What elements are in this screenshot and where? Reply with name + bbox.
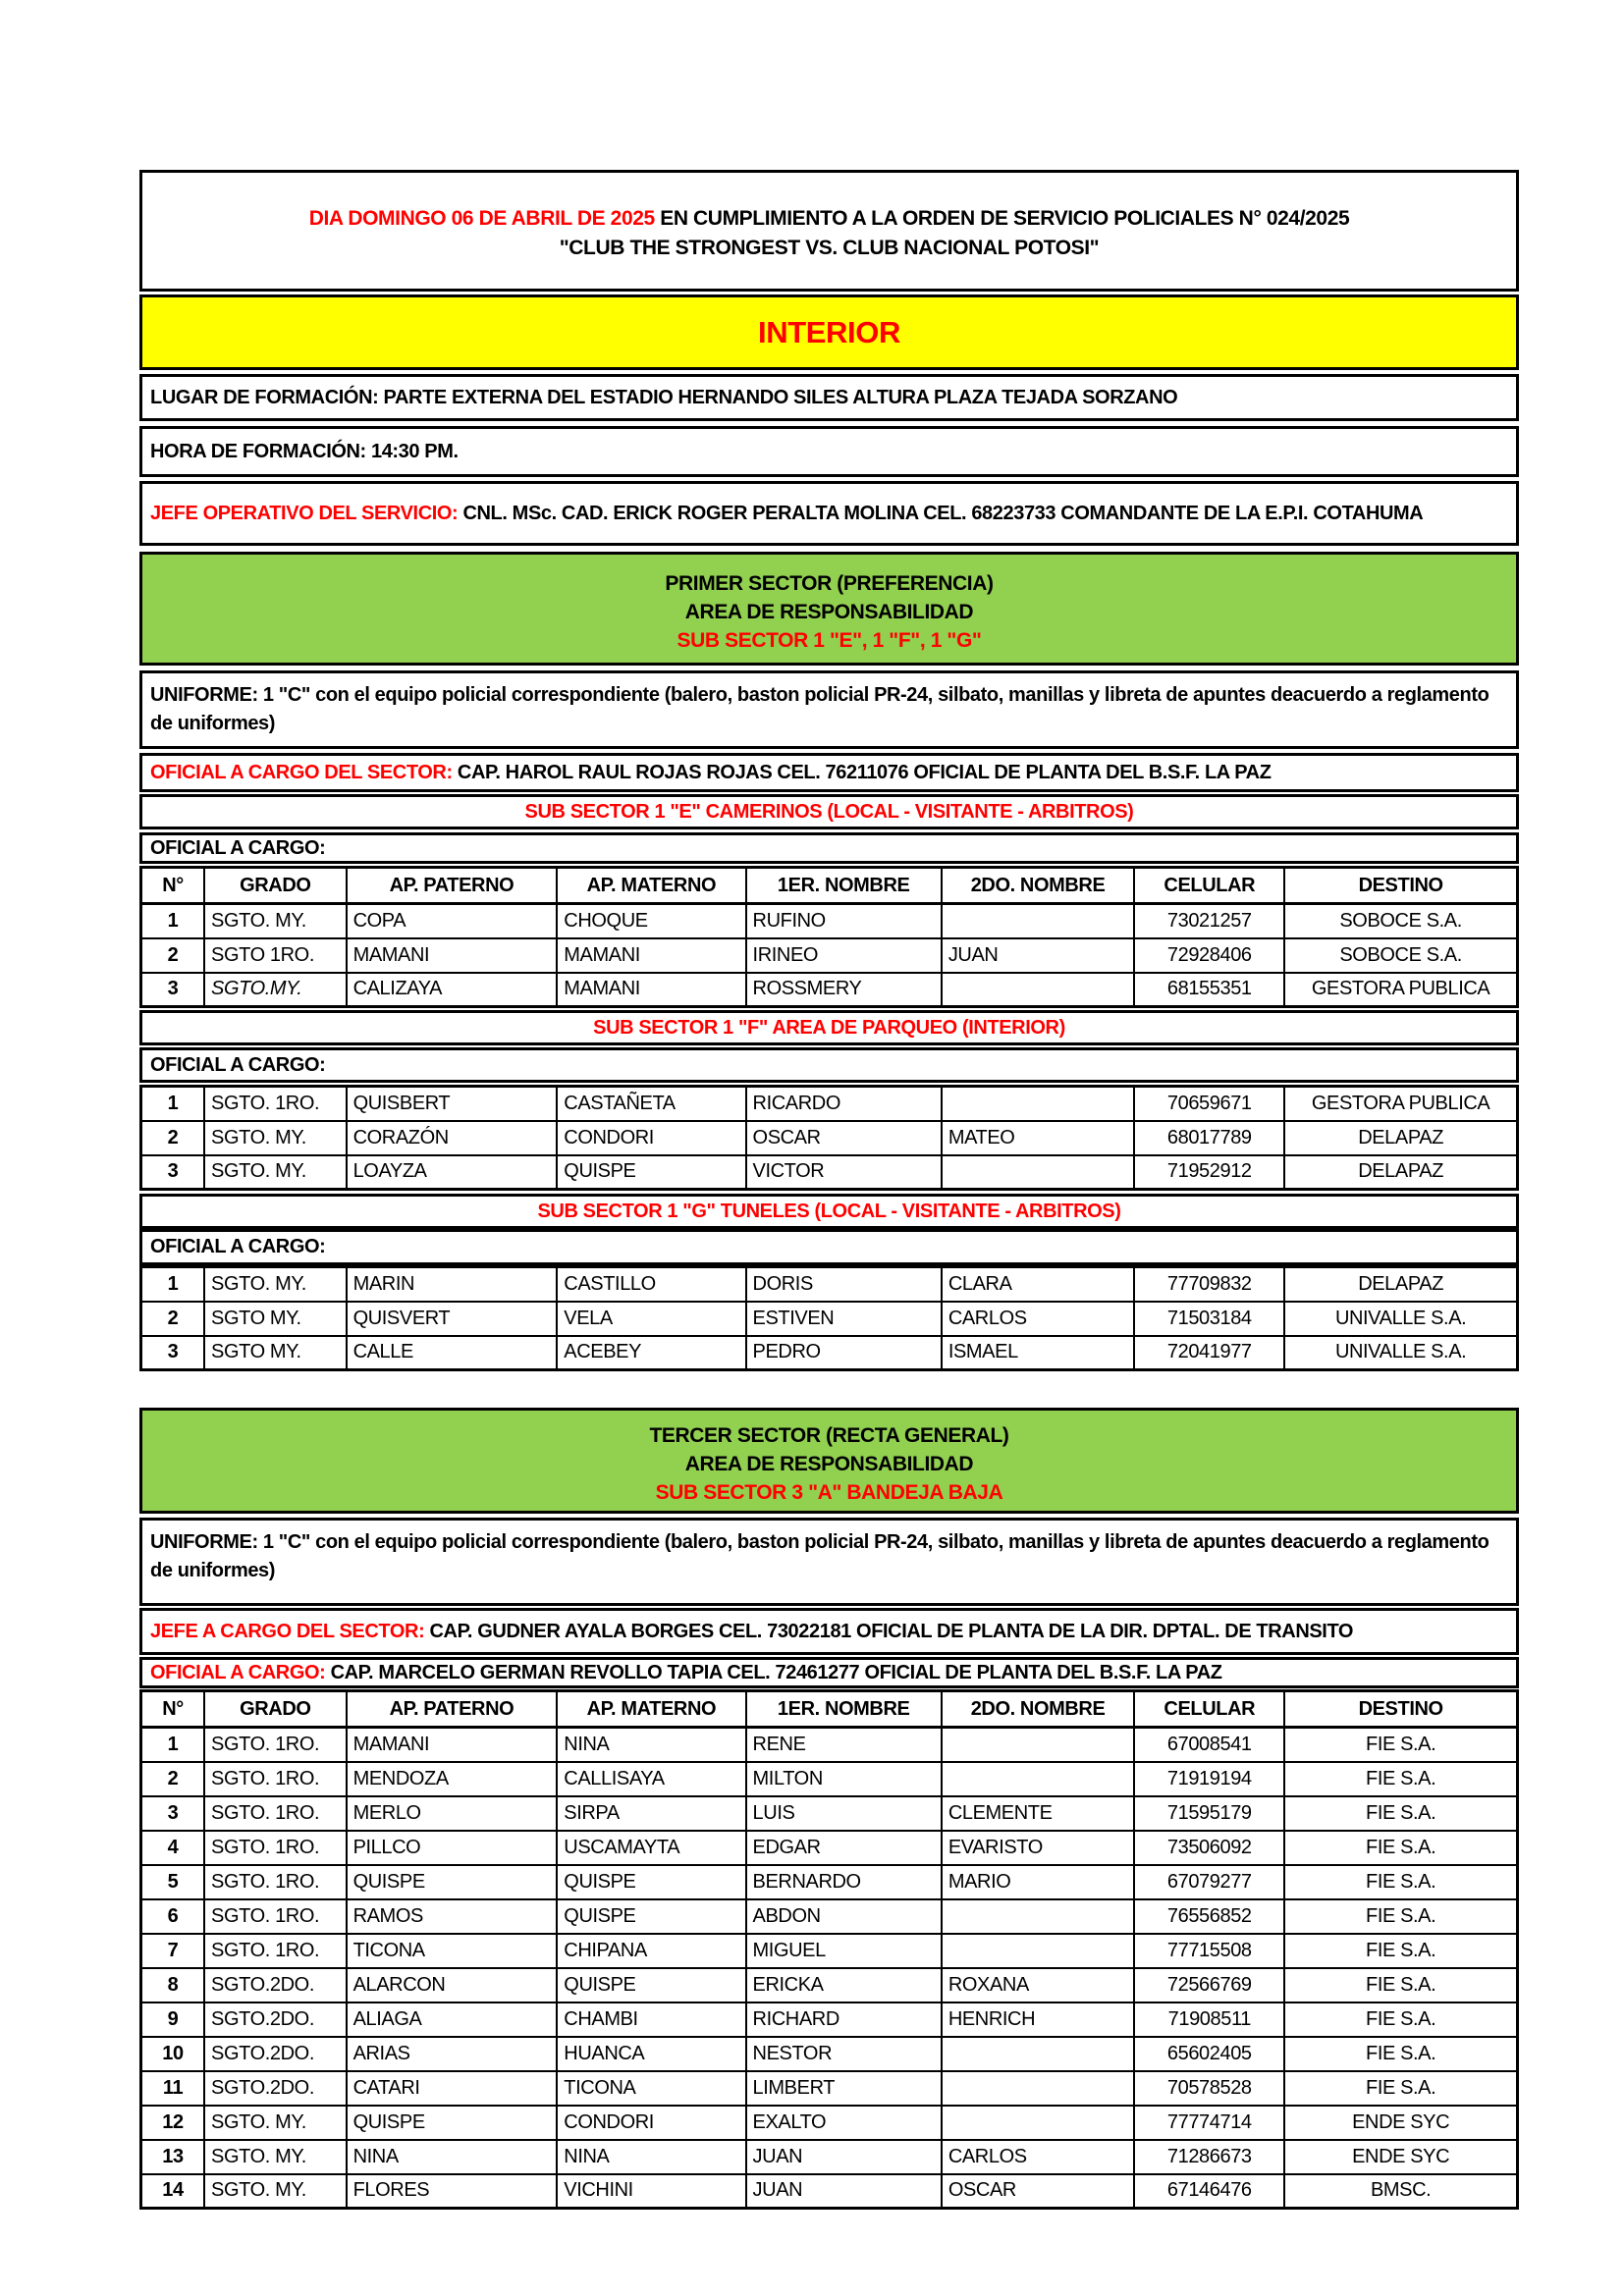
table-cell: FIE S.A. bbox=[1284, 1831, 1517, 1865]
table-cell: 72928406 bbox=[1134, 938, 1284, 973]
sector3-banner bbox=[139, 1408, 1519, 1514]
table-row bbox=[141, 973, 1518, 1007]
table-cell bbox=[942, 2106, 1134, 2140]
table-cell: ALIAGA bbox=[347, 2002, 558, 2037]
sector3-oficial-row bbox=[139, 1657, 1519, 1688]
table-cell: SGTO. MY. bbox=[204, 1121, 347, 1155]
table-row bbox=[141, 2174, 1518, 2209]
sector3-table bbox=[139, 1689, 1519, 2210]
table-cell: VELA bbox=[557, 1302, 745, 1336]
table-cell: 3 bbox=[141, 1796, 205, 1831]
table-cell: QUISPE bbox=[347, 2106, 558, 2140]
table-cell: 67146476 bbox=[1134, 2174, 1284, 2209]
lugar-formacion-row bbox=[139, 374, 1519, 421]
header-order-text: EN CUMPLIMIENTO A LA ORDEN DE SERVICIO POLICIALES N° 024/2025 bbox=[654, 207, 1350, 230]
table-cell: FIE S.A. bbox=[1284, 1728, 1517, 1762]
table-cell: ENDE SYC bbox=[1284, 2140, 1517, 2174]
column-header: AP. PATERNO bbox=[347, 1691, 558, 1728]
column-header: N° bbox=[141, 1691, 205, 1728]
table-cell: 76556852 bbox=[1134, 1899, 1284, 1934]
table-row bbox=[141, 1796, 1518, 1831]
column-header: AP. PATERNO bbox=[347, 868, 558, 904]
table-cell: LUIS bbox=[746, 1796, 942, 1831]
sector3-oficial-label: OFICIAL A CARGO: bbox=[150, 1661, 331, 1683]
subsector-e-table bbox=[139, 866, 1519, 1008]
table-cell: SGTO.2DO. bbox=[204, 2071, 347, 2106]
table-cell: RUFINO bbox=[746, 904, 942, 938]
subsector-f-oficial-row: OFICIAL A CARGO: bbox=[139, 1047, 1519, 1083]
table-cell: SGTO.2DO. bbox=[204, 2002, 347, 2037]
table-cell: QUISPE bbox=[557, 1968, 745, 2002]
table-cell: 13 bbox=[141, 2140, 205, 2174]
table-cell: MATEO bbox=[942, 1121, 1134, 1155]
table-cell: SGTO.MY. bbox=[204, 973, 347, 1007]
table-cell: EDGAR bbox=[746, 1831, 942, 1865]
table-cell: 70659671 bbox=[1134, 1087, 1284, 1121]
table-cell: CHIPANA bbox=[557, 1934, 745, 1968]
sector1-oficial-sector-label: OFICIAL A CARGO DEL SECTOR: bbox=[150, 761, 458, 783]
header-date: DIA DOMINGO 06 DE ABRIL DE 2025 bbox=[308, 207, 655, 230]
table-cell: ALARCON bbox=[347, 1968, 558, 2002]
subsector-g-table bbox=[139, 1265, 1519, 1371]
column-header: GRADO bbox=[204, 1691, 347, 1728]
table-cell: QUISPE bbox=[347, 1865, 558, 1899]
table-cell: SIRPA bbox=[557, 1796, 745, 1831]
table-cell: MAMANI bbox=[557, 973, 745, 1007]
table-cell: 73021257 bbox=[1134, 904, 1284, 938]
column-header: DESTINO bbox=[1284, 868, 1517, 904]
table-cell: 71595179 bbox=[1134, 1796, 1284, 1831]
table-cell: CORAZÓN bbox=[347, 1121, 558, 1155]
table-cell: SGTO. MY. bbox=[204, 2106, 347, 2140]
table-row bbox=[141, 2140, 1518, 2174]
table-cell: 77715508 bbox=[1134, 1934, 1284, 1968]
table-cell: UNIVALLE S.A. bbox=[1284, 1302, 1517, 1336]
table-cell: SGTO. 1RO. bbox=[204, 1934, 347, 1968]
table-cell bbox=[942, 1155, 1134, 1190]
table-cell: CLEMENTE bbox=[942, 1796, 1134, 1831]
table-cell bbox=[942, 904, 1134, 938]
subsector-f-table bbox=[139, 1085, 1519, 1191]
table-cell: MENDOZA bbox=[347, 1762, 558, 1796]
table-cell: 65602405 bbox=[1134, 2037, 1284, 2071]
table-cell: BMSC. bbox=[1284, 2174, 1517, 2209]
sector3-jefe-row bbox=[139, 1608, 1519, 1655]
table-cell: CASTILLO bbox=[557, 1267, 745, 1302]
column-header: GRADO bbox=[204, 868, 347, 904]
table-cell: DELAPAZ bbox=[1284, 1267, 1517, 1302]
table-cell: 71952912 bbox=[1134, 1155, 1284, 1190]
table-cell: CALLE bbox=[347, 1336, 558, 1370]
table-cell: SGTO. 1RO. bbox=[204, 1087, 347, 1121]
table-cell: 67008541 bbox=[1134, 1728, 1284, 1762]
table-cell: COPA bbox=[347, 904, 558, 938]
table-cell: QUISBERT bbox=[347, 1087, 558, 1121]
table-cell: RENE bbox=[746, 1728, 942, 1762]
table-cell: HUANCA bbox=[557, 2037, 745, 2071]
table-cell: NINA bbox=[347, 2140, 558, 2174]
table-cell: MARIN bbox=[347, 1267, 558, 1302]
table-cell: FIE S.A. bbox=[1284, 2002, 1517, 2037]
table-cell: 68017789 bbox=[1134, 1121, 1284, 1155]
table-cell: NESTOR bbox=[746, 2037, 942, 2071]
table-cell: ABDON bbox=[746, 1899, 942, 1934]
table-cell: 14 bbox=[141, 2174, 205, 2209]
table-row bbox=[141, 1934, 1518, 1968]
jefe-operativo-value: CNL. MSc. CAD. ERICK ROGER PERALTA MOLINA CEL. 68223733 COMANDANTE DE LA E.P.I. COTAHUMA bbox=[462, 502, 1424, 524]
column-header: N° bbox=[141, 868, 205, 904]
table-cell: FIE S.A. bbox=[1284, 1865, 1517, 1899]
column-header: AP. MATERNO bbox=[557, 868, 745, 904]
table-cell: SOBOCE S.A. bbox=[1284, 938, 1517, 973]
sector3-subsectors-label: SUB SECTOR 3 "A" BANDEJA BAJA bbox=[655, 1481, 1003, 1504]
table-cell: 77774714 bbox=[1134, 2106, 1284, 2140]
table-cell: GESTORA PUBLICA bbox=[1284, 1087, 1517, 1121]
jefe-operativo-label: JEFE OPERATIVO DEL SERVICIO: bbox=[150, 502, 463, 524]
table-cell: 5 bbox=[141, 1865, 205, 1899]
table-row bbox=[141, 2071, 1518, 2106]
sector3-jefe-label: JEFE A CARGO DEL SECTOR: bbox=[150, 1620, 430, 1642]
table-cell: OSCAR bbox=[746, 1121, 942, 1155]
table-cell: SGTO. MY. bbox=[204, 1155, 347, 1190]
table-cell: FLORES bbox=[347, 2174, 558, 2209]
table-row bbox=[141, 1336, 1518, 1370]
table-row bbox=[141, 904, 1518, 938]
sector1-uniforme-row: UNIFORME: 1 "C" con el equipo policial correspondiente (balero, baston policial PR-24, silbato, manillas y libreta de apuntes deacuerdo a reglamento de uniformes) bbox=[139, 670, 1519, 749]
table-cell: MILTON bbox=[746, 1762, 942, 1796]
table-cell: TICONA bbox=[347, 1934, 558, 1968]
table-cell: QUISVERT bbox=[347, 1302, 558, 1336]
table-cell: 1 bbox=[141, 1267, 205, 1302]
table-cell: FIE S.A. bbox=[1284, 1796, 1517, 1831]
table-cell: QUISPE bbox=[557, 1899, 745, 1934]
table-cell: SGTO. MY. bbox=[204, 2140, 347, 2174]
lugar-formacion-text: LUGAR DE FORMACIÓN: PARTE EXTERNA DEL ESTADIO HERNANDO SILES ALTURA PLAZA TEJADA SORZANO bbox=[150, 386, 1178, 408]
table-cell: MIGUEL bbox=[746, 1934, 942, 1968]
table-cell: 1 bbox=[141, 1728, 205, 1762]
subsector-g-oficial-row: OFICIAL A CARGO: bbox=[139, 1229, 1519, 1265]
table-row bbox=[141, 1155, 1518, 1190]
table-header-row bbox=[141, 1691, 1518, 1728]
table-cell bbox=[942, 1087, 1134, 1121]
table-row bbox=[141, 2106, 1518, 2140]
table-cell: CHOQUE bbox=[557, 904, 745, 938]
table-row bbox=[141, 1121, 1518, 1155]
document-header bbox=[139, 170, 1519, 292]
table-cell: CASTAÑETA bbox=[557, 1087, 745, 1121]
table-cell: 6 bbox=[141, 1899, 205, 1934]
table-cell: 68155351 bbox=[1134, 973, 1284, 1007]
table-cell: 12 bbox=[141, 2106, 205, 2140]
table-cell: SGTO.2DO. bbox=[204, 1968, 347, 2002]
sector3-oficial-value: CAP. MARCELO GERMAN REVOLLO TAPIA CEL. 72461277 OFICIAL DE PLANTA DEL B.S.F. LA PAZ bbox=[330, 1661, 1222, 1683]
sector3-title: TERCER SECTOR (RECTA GENERAL) bbox=[649, 1424, 1009, 1447]
table-cell: 2 bbox=[141, 1302, 205, 1336]
table-cell: MERLO bbox=[347, 1796, 558, 1831]
table-cell: QUISPE bbox=[557, 1155, 745, 1190]
column-header: 1ER. NOMBRE bbox=[746, 1691, 942, 1728]
sector1-subtitle: AREA DE RESPONSABILIDAD bbox=[684, 601, 974, 623]
column-header: 2DO. NOMBRE bbox=[942, 868, 1134, 904]
table-cell: MARIO bbox=[942, 1865, 1134, 1899]
table-cell: 3 bbox=[141, 973, 205, 1007]
table-cell: SGTO. MY. bbox=[204, 904, 347, 938]
table-cell bbox=[942, 2037, 1134, 2071]
sector1-title: PRIMER SECTOR (PREFERENCIA) bbox=[665, 572, 994, 595]
table-row bbox=[141, 2002, 1518, 2037]
table-cell: CHAMBI bbox=[557, 2002, 745, 2037]
table-cell: 1 bbox=[141, 904, 205, 938]
table-cell: SGTO. 1RO. bbox=[204, 1728, 347, 1762]
table-cell: MAMANI bbox=[347, 1728, 558, 1762]
table-cell: QUISPE bbox=[557, 1865, 745, 1899]
table-cell: FIE S.A. bbox=[1284, 2037, 1517, 2071]
table-cell: LOAYZA bbox=[347, 1155, 558, 1190]
table-cell: EXALTO bbox=[746, 2106, 942, 2140]
table-cell bbox=[942, 1762, 1134, 1796]
table-cell: 2 bbox=[141, 938, 205, 973]
table-cell: 73506092 bbox=[1134, 1831, 1284, 1865]
table-cell: 7 bbox=[141, 1934, 205, 1968]
table-cell: 10 bbox=[141, 2037, 205, 2071]
column-header: 2DO. NOMBRE bbox=[942, 1691, 1134, 1728]
table-cell: 4 bbox=[141, 1831, 205, 1865]
table-cell: SGTO MY. bbox=[204, 1336, 347, 1370]
table-cell: ERICKA bbox=[746, 1968, 942, 2002]
table-cell: TICONA bbox=[557, 2071, 745, 2106]
table-row bbox=[141, 1831, 1518, 1865]
table-cell bbox=[942, 1934, 1134, 1968]
table-cell: LIMBERT bbox=[746, 2071, 942, 2106]
table-cell: PEDRO bbox=[746, 1336, 942, 1370]
table-row bbox=[141, 1267, 1518, 1302]
table-cell: SOBOCE S.A. bbox=[1284, 904, 1517, 938]
table-cell: 2 bbox=[141, 1121, 205, 1155]
table-cell: 72041977 bbox=[1134, 1336, 1284, 1370]
table-cell bbox=[942, 2071, 1134, 2106]
table-cell: 70578528 bbox=[1134, 2071, 1284, 2106]
table-row bbox=[141, 1087, 1518, 1121]
table-row bbox=[141, 1968, 1518, 2002]
table-cell: RAMOS bbox=[347, 1899, 558, 1934]
table-cell: CONDORI bbox=[557, 2106, 745, 2140]
column-header: CELULAR bbox=[1134, 1691, 1284, 1728]
table-row bbox=[141, 1865, 1518, 1899]
table-row bbox=[141, 1899, 1518, 1934]
table-cell: DELAPAZ bbox=[1284, 1155, 1517, 1190]
table-cell: MAMANI bbox=[347, 938, 558, 973]
table-cell: USCAMAYTA bbox=[557, 1831, 745, 1865]
table-cell: 71503184 bbox=[1134, 1302, 1284, 1336]
table-cell: ISMAEL bbox=[942, 1336, 1134, 1370]
table-cell: 9 bbox=[141, 2002, 205, 2037]
sector3-jefe-value: CAP. GUDNER AYALA BORGES CEL. 73022181 OFICIAL DE PLANTA DE LA DIR. DPTAL. DE TRANSITO bbox=[429, 1620, 1354, 1642]
table-cell: EVARISTO bbox=[942, 1831, 1134, 1865]
table-cell: 11 bbox=[141, 2071, 205, 2106]
sector1-oficial-sector-value: CAP. HAROL RAUL ROJAS ROJAS CEL. 76211076 OFICIAL DE PLANTA DEL B.S.F. LA PAZ bbox=[457, 761, 1272, 783]
subsector-e-label: SUB SECTOR 1 "E" CAMERINOS (LOCAL - VISITANTE - ARBITROS) bbox=[139, 794, 1519, 829]
table-cell: VICTOR bbox=[746, 1155, 942, 1190]
table-cell: JUAN bbox=[746, 2140, 942, 2174]
table-cell: DORIS bbox=[746, 1267, 942, 1302]
table-cell: SGTO. 1RO. bbox=[204, 1899, 347, 1934]
table-cell: CALLISAYA bbox=[557, 1762, 745, 1796]
table-cell: ROXANA bbox=[942, 1968, 1134, 2002]
table-cell: FIE S.A. bbox=[1284, 2071, 1517, 2106]
table-cell: SGTO MY. bbox=[204, 1302, 347, 1336]
hora-formacion-text: HORA DE FORMACIÓN: 14:30 PM. bbox=[150, 440, 459, 462]
table-cell: UNIVALLE S.A. bbox=[1284, 1336, 1517, 1370]
sector1-subsectors-label: SUB SECTOR 1 "E", 1 "F", 1 "G" bbox=[677, 629, 982, 652]
table-row bbox=[141, 2037, 1518, 2071]
table-cell: FIE S.A. bbox=[1284, 1899, 1517, 1934]
table-cell: HENRICH bbox=[942, 2002, 1134, 2037]
table-cell: OSCAR bbox=[942, 2174, 1134, 2209]
column-header: CELULAR bbox=[1134, 868, 1284, 904]
table-cell: SGTO 1RO. bbox=[204, 938, 347, 973]
table-cell: SGTO. 1RO. bbox=[204, 1831, 347, 1865]
header-line-1 bbox=[142, 204, 1516, 234]
table-cell bbox=[942, 973, 1134, 1007]
table-cell: FIE S.A. bbox=[1284, 1968, 1517, 2002]
table-cell: SGTO. MY. bbox=[204, 2174, 347, 2209]
table-cell: ROSSMERY bbox=[746, 973, 942, 1007]
table-cell: 71919194 bbox=[1134, 1762, 1284, 1796]
table-cell: NINA bbox=[557, 1728, 745, 1762]
table-cell: FIE S.A. bbox=[1284, 1934, 1517, 1968]
table-cell: 2 bbox=[141, 1762, 205, 1796]
interior-banner-label: INTERIOR bbox=[758, 315, 900, 349]
table-row bbox=[141, 1762, 1518, 1796]
table-row bbox=[141, 938, 1518, 973]
table-cell: CARLOS bbox=[942, 1302, 1134, 1336]
table-cell: ENDE SYC bbox=[1284, 2106, 1517, 2140]
table-cell: SGTO. MY. bbox=[204, 1267, 347, 1302]
table-cell: 77709832 bbox=[1134, 1267, 1284, 1302]
table-cell: MAMANI bbox=[557, 938, 745, 973]
match-title: "CLUB THE STRONGEST VS. CLUB NACIONAL POTOSI" bbox=[559, 237, 1100, 259]
table-cell: 71286673 bbox=[1134, 2140, 1284, 2174]
table-cell bbox=[942, 1728, 1134, 1762]
subsector-f-label: SUB SECTOR 1 "F" AREA DE PARQUEO (INTERIOR) bbox=[139, 1010, 1519, 1045]
table-cell bbox=[942, 1899, 1134, 1934]
table-cell: 72566769 bbox=[1134, 1968, 1284, 2002]
table-cell: 71908511 bbox=[1134, 2002, 1284, 2037]
table-cell: JUAN bbox=[746, 2174, 942, 2209]
table-cell: VICHINI bbox=[557, 2174, 745, 2209]
table-cell: CALIZAYA bbox=[347, 973, 558, 1007]
sector1-oficial-sector-row bbox=[139, 753, 1519, 792]
table-cell: CONDORI bbox=[557, 1121, 745, 1155]
table-cell: SGTO. 1RO. bbox=[204, 1865, 347, 1899]
column-header: 1ER. NOMBRE bbox=[746, 868, 942, 904]
table-cell: JUAN bbox=[942, 938, 1134, 973]
document-sheet bbox=[139, 170, 1519, 2210]
table-row bbox=[141, 1728, 1518, 1762]
hora-formacion-row bbox=[139, 426, 1519, 477]
table-cell: 67079277 bbox=[1134, 1865, 1284, 1899]
table-cell: 3 bbox=[141, 1155, 205, 1190]
table-cell: SGTO.2DO. bbox=[204, 2037, 347, 2071]
table-cell: SGTO. 1RO. bbox=[204, 1796, 347, 1831]
table-cell: ACEBEY bbox=[557, 1336, 745, 1370]
sector3-uniforme-row: UNIFORME: 1 "C" con el equipo policial correspondiente (balero, baston policial PR-24, silbato, manillas y libreta de apuntes deacuerdo a reglamento de uniformes) bbox=[139, 1518, 1519, 1606]
table-cell: DELAPAZ bbox=[1284, 1121, 1517, 1155]
table-row bbox=[141, 1302, 1518, 1336]
sector3-subtitle: AREA DE RESPONSABILIDAD bbox=[684, 1453, 974, 1475]
table-cell: IRINEO bbox=[746, 938, 942, 973]
jefe-operativo-row bbox=[139, 481, 1519, 546]
table-cell: ESTIVEN bbox=[746, 1302, 942, 1336]
table-cell: NINA bbox=[557, 2140, 745, 2174]
table-cell: CARLOS bbox=[942, 2140, 1134, 2174]
table-cell: SGTO. 1RO. bbox=[204, 1762, 347, 1796]
interior-banner bbox=[139, 294, 1519, 370]
column-header: DESTINO bbox=[1284, 1691, 1517, 1728]
table-cell: CATARI bbox=[347, 2071, 558, 2106]
table-cell: RICHARD bbox=[746, 2002, 942, 2037]
table-cell: 1 bbox=[141, 1087, 205, 1121]
table-cell: GESTORA PUBLICA bbox=[1284, 973, 1517, 1007]
table-cell: BERNARDO bbox=[746, 1865, 942, 1899]
subsector-g-label: SUB SECTOR 1 "G" TUNELES (LOCAL - VISITANTE - ARBITROS) bbox=[139, 1194, 1519, 1229]
sector1-banner bbox=[139, 552, 1519, 666]
table-cell: 3 bbox=[141, 1336, 205, 1370]
table-cell: RICARDO bbox=[746, 1087, 942, 1121]
table-cell: 8 bbox=[141, 1968, 205, 2002]
subsector-e-oficial-row: OFICIAL A CARGO: bbox=[139, 832, 1519, 864]
table-cell: FIE S.A. bbox=[1284, 1762, 1517, 1796]
table-header-row bbox=[141, 868, 1518, 904]
table-cell: PILLCO bbox=[347, 1831, 558, 1865]
table-cell: ARIAS bbox=[347, 2037, 558, 2071]
table-cell: CLARA bbox=[942, 1267, 1134, 1302]
column-header: AP. MATERNO bbox=[557, 1691, 745, 1728]
